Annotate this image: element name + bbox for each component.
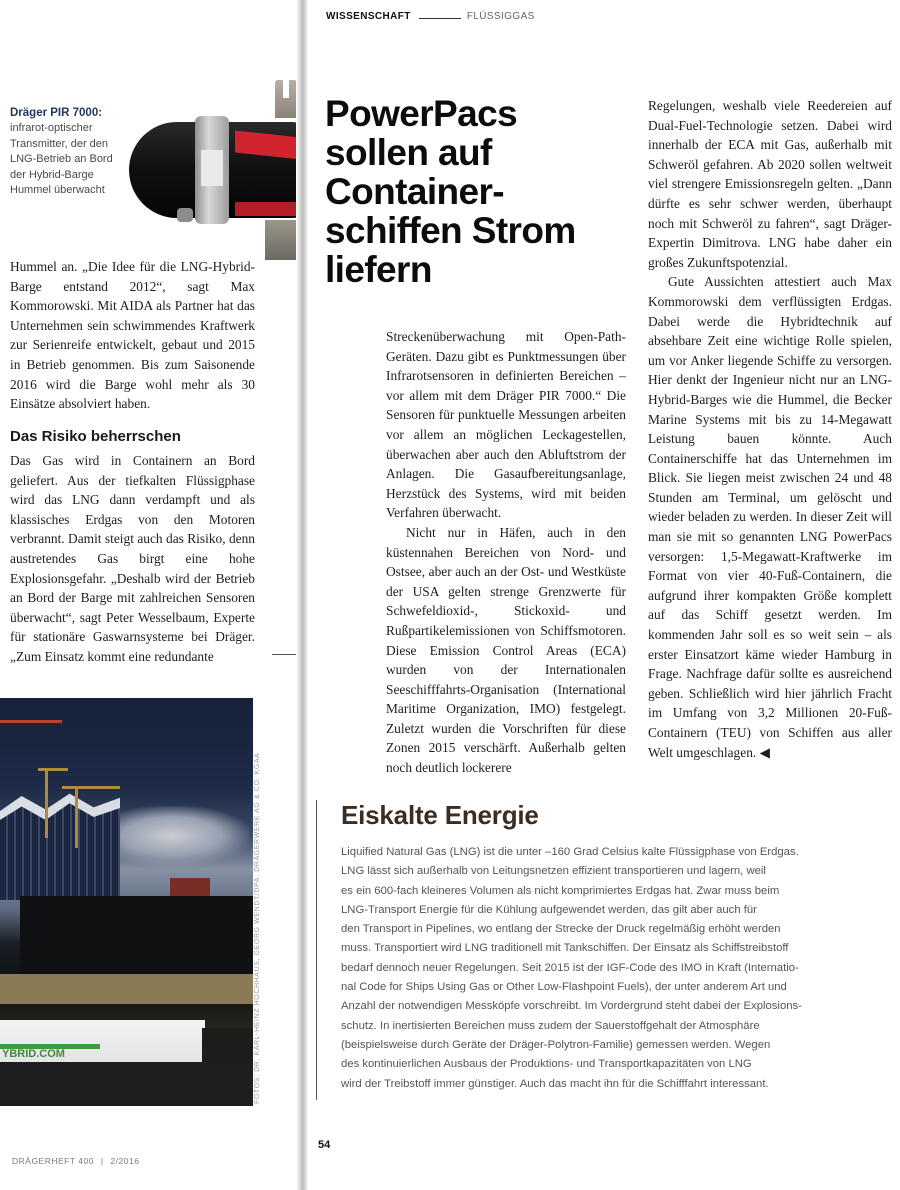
- magazine-folio: DRÄGERHEFT 400 | 2/2016: [12, 1156, 140, 1166]
- rubric-rule: [419, 18, 461, 19]
- right-paragraph-2: Gute Aussichten attestiert auch Max Kommorowski dem verflüssigten Erdgas. Dabei werde die Hybridtechnik auf absehbare Zeit eine wichtige Rolle spielen, um vor Anker liegende Schiffe zu versorgen. Hier denkt der Ingenieur nicht nur an LNG-Hybrid-Barges wie die Hummel, die Becker Marine Systems mit bis zu 14-Megawatt Leistung bauen könnte. Auch Containerschiffe hat das Unternehmen im Blick. Sie liegen meist zwischen 24 und 48 Stunden am Terminal, um gelöscht und wieder beladen zu werden. In dieser Zeit will man sie mit so genannten LNG PowerPacs versorgen: 1,5-Megawatt-Kraftwerke im Format von vier 40-Fuß-Containern, die aufgrund ihrer kompakten Größe komplett auf das Schiff gesetzt werden. Im kommenden Jahr soll es so weit sein – als erster Einsatzort käme wieder Hamburg in Frage. Nachfrage dafür sollte es ausreichend geben. Schließlich wird hier jährlich Fracht im Umfang von 3,2 Millionen 20-Fuß-Containern (TEU) von Schiffen aus aller Welt umgeschlagen. ◀: [648, 274, 892, 760]
- topic-label: FLÜSSIGGAS: [466, 11, 535, 22]
- page-gutter: [296, 0, 308, 1190]
- right-paragraph-1: Regelungen, weshalb viele Reedereien auf Dual-Fuel-Technologie setzen. Dabei wird innerhalb der ECA mit Gas, außerhalb mit Schweröl gefahren. Ab 2020 sollen weltweit viel strengere Emissionsregeln gelten. „Dann dürfte es sehr schwer werden, überhaupt noch mit Schweröl zu fahren“, sagt Dräger-Expertin Dimitrova. LNG habe daher ein großes Zukunftspotenzial.: [648, 98, 892, 270]
- issue-number: 2/2016: [110, 1156, 140, 1166]
- article-headline: PowerPacs sollen auf Container-schiffen Strom liefern: [325, 93, 576, 290]
- page-number: 54: [318, 1139, 331, 1151]
- middle-paragraph-1: Streckenüberwachung mit Open-Path-Geräten. Dazu gibt es Punktmessungen über Infrarotsensoren in definierten Bereichen – vor allem mit dem Dräger PIR 7000.“ Die Sensoren für punktuelle Messungen arbeiten vor allem an möglichen Leckagestellen, überwachen aber auch den Abluftstrom der Anlagen. Die Gasaufbereitungsanlage, Herzstück des Systems, wird mit beiden Verfahren überwacht.: [386, 329, 626, 521]
- left-page: [0, 0, 300, 1190]
- right-page: [308, 0, 900, 1190]
- middle-paragraph-2: Nicht nur in Häfen, auch in den küstennahen Bereichen von Nord- und Ostsee, aber auch an der Ost- und Westküste der USA gelten strenge Grenzwerte für Schwefeldioxid-, Stickoxid- und Rußpartikelemissionen von Schiffsmotoren. Diese Emission Control Areas (ECA) wurden von der Internationalen Seeschifffahrts-Organisation (International Maritime Organization, IMO) festgelegt. Zuletzt wurden die Vorschriften für diese Zonen 2015 verschärft. Außerhalb gelten noch deutlich lockerere: [386, 524, 626, 776]
- middle-column: [386, 327, 626, 778]
- infobox-text: Liquified Natural Gas (LNG) ist die unter –160 Grad Celsius kalte Flüssigphase von Erdgas. LNG lässt sich außerhalb von Leitungsnetzen effizient transportieren und lagern, weil es ein 600-fach kleineres Volumen als nicht komprimiertes Erdgas hat. Zwar muss beim LNG-Transport Energie für die Kühlung aufgewendet werden, das gilt aber auch für den Transport in Pipelines, wo entlang der Strecke der Druck regelmäßig erhöht werden muss. Transportiert wird LNG traditionell mit Tankschiffen. Der Einsatz als Schiffstreibstoff bedarf dennoch neuer Regelungen. Seit 2015 ist der IGF-Code des IMO in Kraft (Internatio- nal Code for Ships Using Gas or Other Low-Flashpoint Fuels), der unter anderem Art und Anzahl der notwendigen Messköpfe vorschreibt. Im Vordergrund steht dabei der Explosions- schutz. In inertisierten Bereichen muss zudem der Sauerstoffgehalt der Atmosphäre (beispielsweise durch Geräte der Dräger-Polytron-Familie) gemessen werden. Wegen des kontinuierlichen Ausbaus der Produktions- und Transportkapazitäten von LNG wird der Treibstoff immer günstiger. Auch das macht ihn für die Schifffahrt interessant.: [341, 846, 802, 1090]
- magazine-name: DRÄGERHEFT 400: [12, 1156, 94, 1166]
- hamburg-harbor-photo: [0, 698, 253, 1106]
- section-rubric: [326, 11, 535, 22]
- gas-detector-image: [125, 80, 303, 260]
- section-label: WISSENSCHAFT: [326, 11, 411, 22]
- subheading: Das Risiko beherrschen: [10, 428, 181, 445]
- photo-credit: FOTOS: DR. KARL-HEINZ HOCHHAUS, GEORG WENDT/DPA, DRÄGERWERK AG & CO. KGAA: [254, 752, 261, 1104]
- caption-title: Dräger PIR 7000:: [10, 107, 103, 119]
- left-column-paragraph-1: Hummel an. „Die Idee für die LNG-Hybrid-Barge entstand 2012“, sagt Max Kommorowski. Mit AIDA als Partner hat das Unternehmen sein schwimmendes Kraftwerk zur Serienreife entwickelt, gebaut und 2015 in Betrieb genommen. Bis zum Saisonende 2016 wird die Barge wohl mehr als 30 Einsätze absolviert haben.: [10, 259, 255, 412]
- infobox: [316, 800, 876, 1100]
- left-column-paragraph-2: Das Gas wird in Containern an Bord geliefert. Aus der tiefkalten Flüssigphase wird das LNG dann verdampft und als klassisches Erdgas von den Motoren verbrannt. Damit steigt auch das Risiko, denn austretendes Gas birgt eine hohe Explosionsgefahr. „Deshalb wird der Betrieb an Bord der Barge mit zahlreichen Sensoren überwacht“, sagt Peter Wesselbaum, Experte für stationäre Gaswarnsysteme bei Dräger. „Zum Einsatz kommt eine redundante: [10, 453, 255, 664]
- image-caption: [10, 106, 130, 198]
- caption-text: infrarot-optischer Transmitter, der den LNG-Betrieb an Bord der Hybrid-Barge Hummel überwacht: [10, 122, 113, 197]
- boat-lettering: YBRID.COM: [2, 1048, 65, 1060]
- right-column: [648, 96, 892, 762]
- infobox-title: Eiskalte Energie: [341, 800, 539, 830]
